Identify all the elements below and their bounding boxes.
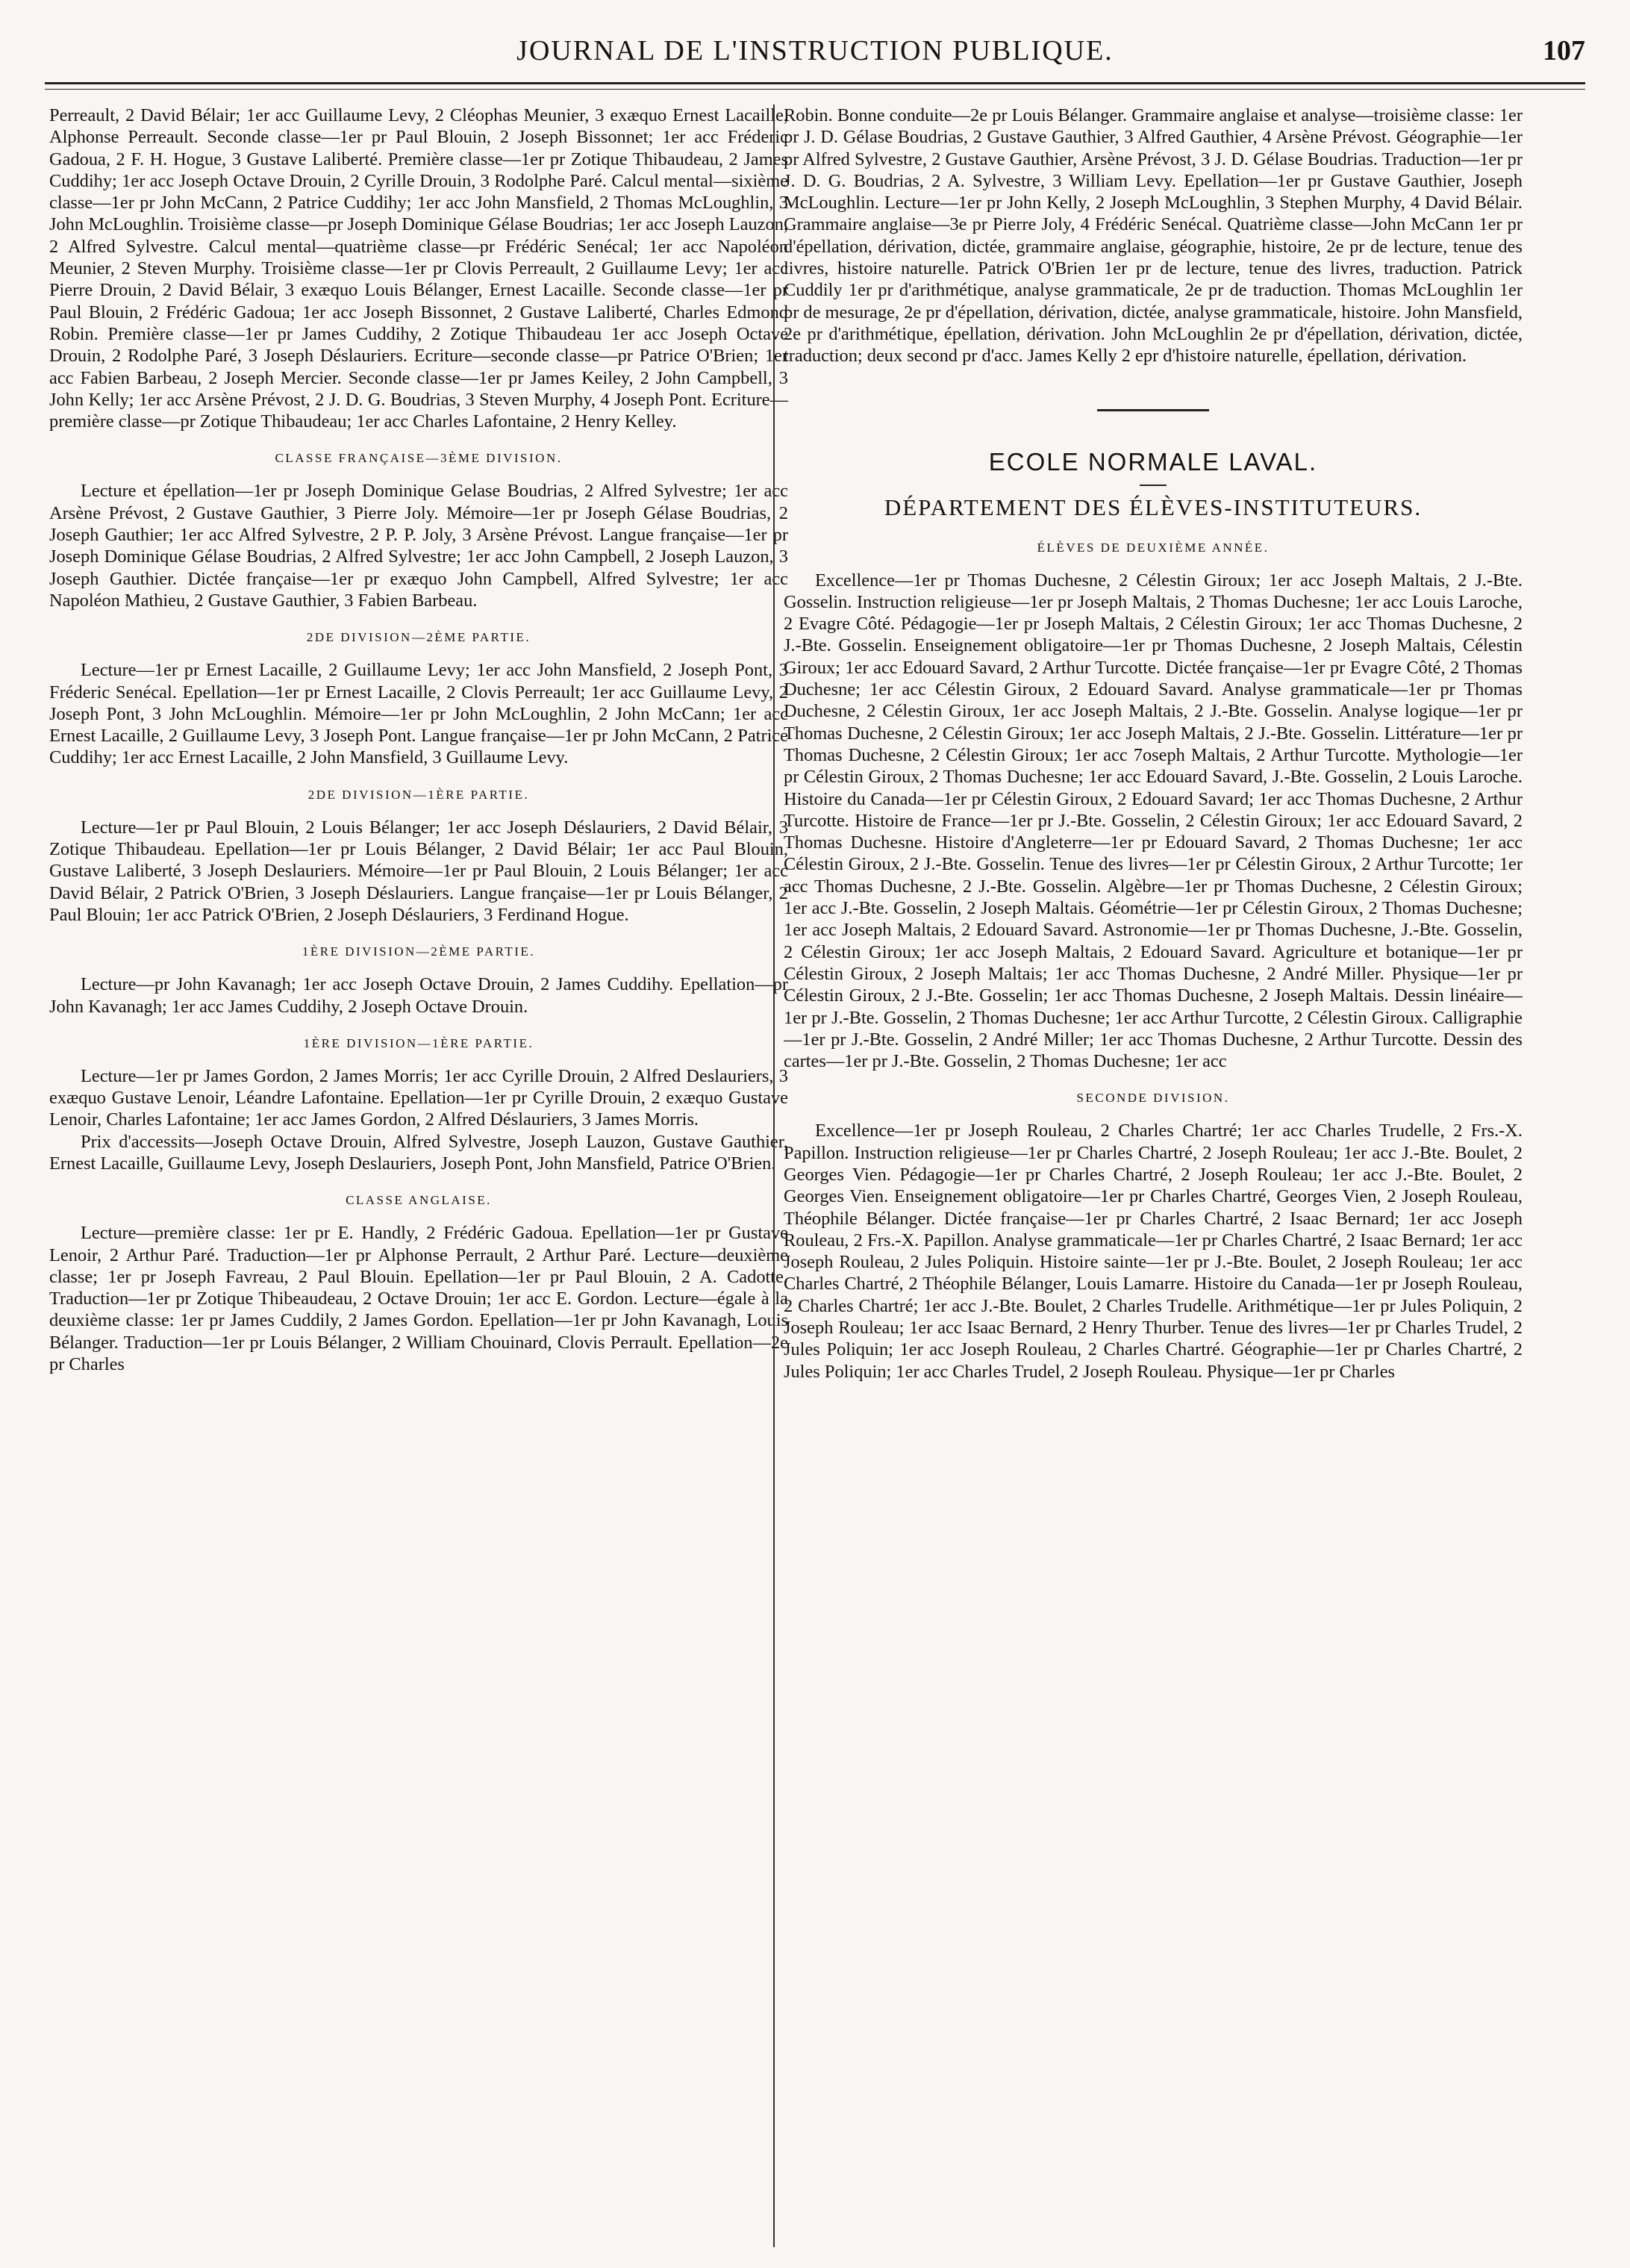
section-heading: 1ÈRE DIVISION—1ÈRE PARTIE. (303, 1035, 534, 1050)
paragraph: Lecture—1er pr Ernest Lacaille, 2 Guillaume Levy; 1er acc John Mansfield, 2 Joseph Pont, 3 Fréderic Senécal. Epellation—1er pr Ernest Lacaille, 2 Clovis Perreault; 1er acc Guillaume Levy, 2 Joseph Pont, 3 John McLoughlin. Mémoire—1er pr John McLoughlin, 2 John McCann; 1er acc Ernest Lacaille, 2 Guillaume Levy, 3 Joseph Pont. Langue française—1er pr John McCann, 2 Patrice Cuddihy; 1er acc Ernest Lacaille, 2 John Mansfield, 3 Guillaume Levy. (49, 660, 788, 768)
school-title: ECOLE NORMALE LAVAL. (988, 447, 1318, 476)
section-heading: CLASSE FRANÇAISE—3ÈME DIVISION. (275, 451, 563, 466)
section-heading: ÉLÈVES DE DEUXIÈME ANNÉE. (1037, 540, 1270, 555)
section-heading: 2DE DIVISION—1ÈRE PARTIE. (307, 787, 530, 802)
paragraph: Lecture et épellation—1er pr Joseph Dominique Gelase Boudrias, 2 Alfred Sylvestre; 1er acc Arsène Prévost, 2 Gustave Gauthier, 3 Pierre Joly. Mémoire—1er pr Joseph Gélase Boudrias, 2 Joseph Gauthier; 1er acc Alfred Sylvestre, 2 P. P. Joly, 3 Arsène Prévost. Langue française—1er pr Joseph Dominique Gélase Boudrias, 2 Alfred Sylvestre; 1er acc John Campbell, 2 Joseph Lauzon, 3 Joseph Gauthier. Dictée française—1er pr exæquo John Campbell, Alfred Sylvestre; 1er acc Napoléon Mathieu, 2 Gustave Gauthier, 3 Fabien Barbeau. (49, 481, 788, 611)
section-heading: SECONDE DIVISION. (1076, 1091, 1230, 1106)
section-heading: CLASSE ANGLAISE. (346, 1193, 492, 1208)
right-column (784, 105, 1523, 2247)
department-title: DÉPARTEMENT DES ÉLÈVES-INSTITUTEURS. (884, 493, 1423, 520)
section-heading: 2DE DIVISION—2ÈME PARTIE. (306, 630, 531, 645)
running-title: JOURNAL DE L'INSTRUCTION PUBLIQUE. (516, 35, 1114, 66)
paragraph-prize-list: Perreault, 2 David Bélair; 1er acc Guillaume Levy, 2 Cléophas Meunier, 3 exæquo Ernest Lacaille, Alphonse Perreault. Seconde classe—1er pr Paul Blouin, 2 Joseph Bissonnet; 1er acc Fréderic Gadoua, 2 F. H. Hogue, 3 Gustave Laliberté. Première classe—1er pr Zotique Thibaudeau, 2 James Cuddihy; 1er acc Joseph Octave Drouin, 2 Cyrille Drouin, 3 Rodolphe Paré. Calcul mental—sixième classe—1er pr John McCann, 2 Patrice Cuddihy; 1er acc John Mansfield, 2 Thomas McLoughlin, 3 John McLoughlin. Troisième classe—pr Joseph Dominique Gélase Boudrias; 1er acc Joseph Lauzon, 2 Alfred Sylvestre. Calcul mental—quatrième classe—pr Frédéric Senécal; 1er acc Napoléon Meunier, 2 Steven Murphy. Troisième classe—1er pr Clovis Perreault, 2 Guillaume Levy; 1er acc Pierre Drouin, 2 David Bélair, 3 exæquo Louis Bélanger, Ernest Lacaille. Seconde classe—1er pr Paul Blouin, 2 Frédéric Gadoua; 1er acc Joseph Bissonnet, 2 Gustave Laliberté, Charles Edmond Robin. Première classe—1er pr James Cuddihy, 2 Zotique Thibaudeau 1er acc Joseph Octave Drouin, 2 Rodolphe Paré, 3 Joseph Déslauriers. Ecriture—seconde classe—pr Patrice O'Brien; 1er acc Fabien Barbeau, 2 Joseph Mercier. Seconde classe—1er pr James Keiley, 2 John Campbell, 3 John Kelly; 1er acc Arsène Prévost, 2 J. D. G. Boudrias, 3 Steven Murphy, 4 Joseph Pont. Ecriture—première classe—pr Zotique Thibaudeau; 1er acc Charles Lafontaine, 2 Henry Kelley. (49, 105, 788, 432)
paragraph: Lecture—1er pr James Gordon, 2 James Morris; 1er acc Cyrille Drouin, 2 Alfred Deslauriers, 3 exæquo Gustave Lenoir, Léandre Lafontaine. Epellation—1er pr Cyrille Drouin, 2 exæquo Gustave Lenoir, Charles Lafontaine; 1er acc James Gordon, 2 Alfred Déslauriers, 3 James Morris. (49, 1065, 788, 1130)
title-rule (1140, 485, 1167, 486)
left-column (49, 105, 788, 2247)
page-number: 107 (1543, 35, 1585, 66)
paragraph-accessits: Prix d'accessits—Joseph Octave Drouin, Alfred Sylvestre, Joseph Lauzon, Gustave Gauthier, Ernest Lacaille, Guillaume Levy, Joseph Deslauriers, Joseph Pont, John Mansfield, Patrice O'Brien. (49, 1131, 788, 1174)
section-heading: 1ÈRE DIVISION—2ÈME PARTIE. (302, 944, 536, 959)
paragraph: Excellence—1er pr Thomas Duchesne, 2 Célestin Giroux; 1er acc Joseph Maltais, 2 J.-Bte. Gosselin. Instruction religieuse—1er pr Joseph Maltais, 2 Thomas Duchesne; 1er acc Louis Laroche, 2 Evagre Côté. Pédagogie—1er pr Joseph Maltais, 2 Célestin Giroux; 1er acc Thomas Duchesne, 2 J.-Bte. Gosselin. Enseignement obligatoire—1er pr Thomas Duchesne, 2 Joseph Maltais, Célestin Giroux; 1er acc Edouard Savard, 2 Arthur Turcotte. Dictée française—1er pr Evagre Côté, 2 Thomas Duchesne; 1er acc Célestin Giroux, 2 Edouard Savard. Analyse grammaticale—1er pr Thomas Duchesne, 2 Célestin Giroux, 1er acc Joseph Maltais, 2 J.-Bte. Gosselin. Analyse logique—1er pr Thomas Duchesne, 2 Célestin Giroux; 1er acc Joseph Maltais, 2 J.-Bte. Gosselin. Littérature—1er pr Thomas Duchesne, 2 Célestin Giroux; 1er acc 7oseph Maltais, 2 Arthur Turcotte. Mythologie—1er pr Célestin Giroux, 2 Thomas Duchesne; 1er acc Edouard Savard, J.-Bte. Gosselin, 2 Louis Laroche. Histoire du Canada—1er pr Célestin Giroux, 2 Edouard Savard; 1er acc Thomas Duchesne, 2 Arthur Turcotte. Histoire de France—1er pr J.-Bte. Gosselin, 2 Célestin Giroux; 1er acc Edouard Savard, 2 Thomas Duchesne. Histoire d'Angleterre—1er pr Edouard Savard, 2 Thomas Duchesne; 1er acc Célestin Giroux, 2 J.-Bte. Gosselin. Tenue des livres—1er pr Célestin Giroux, 2 Arthur Turcotte; 1er acc Thomas Duchesne, 2 J.-Bte. Gosselin. Algèbre—1er pr Thomas Duchesne, 2 Célestin Giroux; 1er acc J.-Bte. Gosselin, 2 Joseph Maltais. Géométrie—1er pr Célestin Giroux, 2 Thomas Duchesne; 1er acc Joseph Maltais, 2 Edouard Savard. Astronomie—1er pr Thomas Duchesne, J.-Bte. Gosselin, 2 Célestin Giroux; 1er acc Joseph Maltais, 2 Edouard Savard. Agriculture et botanique—1er pr Célestin Giroux, 2 Joseph Maltais; 1er acc Thomas Duchesne, 2 André Miller. Physique—1er pr Célestin Giroux, 2 J.-Bte. Gosselin; 1er acc Thomas Duchesne, 2 Joseph Maltais. Dessin linéaire—1er pr J.-Bte. Gosselin, 2 Thomas Duchesne; 1er acc Arthur Turcotte, 2 Célestin Giroux. Calligraphie—1er pr J.-Bte. Gosselin, 2 André Miller; 1er acc Thomas Duchesne, 2 Arthur Turcotte. Dessin des cartes—1er pr J.-Bte. Gosselin, 2 Thomas Duchesne; 1er acc (784, 570, 1523, 1072)
section-separator-rule (1097, 409, 1209, 411)
paragraph-continued: Robin. Bonne conduite—2e pr Louis Bélanger. Grammaire anglaise et analyse—troisième classe: 1er pr J. D. Gélase Boudrias, 2 Gustave Gauthier, 3 Alfred Gauthier, 4 Arsène Prévost. Géographie—1er pr Alfred Sylvestre, 2 Gustave Gauthier, Arsène Prévost, 3 J. D. Gélase Boudrias. Traduction—1er pr J. D. G. Boudrias, 2 A. Sylvestre, 3 William Levy. Epellation—1er pr Gustave Gauthier, Joseph McLoughlin. Lecture—1er pr John Kelly, 2 Joseph McLoughlin, 3 Stephen Murphy, 4 David Bélair. Grammaire anglaise—3e pr Pierre Joly, 4 Frédéric Senécal. Quatrième classe—John McCann 1er pr d'épellation, dérivation, dictée, grammaire anglaise, géographie, histoire, 2e pr de lecture, tenue des livres, histoire naturelle. Patrick O'Brien 1er pr de lecture, tenue des livres, traduction. Patrick Cuddily 1er pr d'arithmétique, analyse grammaticale, 2e pr de traduction. Thomas McLoughlin 1er pr de mesurage, 2e pr d'épellation, dérivation, dictée, analyse grammaticale, histoire. John Mansfield, 2e pr d'arithmétique, épellation, dérivation. John McLoughlin 2e pr d'épellation, dérivation, dictée, traduction; deux second pr d'acc. James Kelly 2 epr d'histoire naturelle, épellation, dérivation. (784, 105, 1523, 367)
running-head (45, 28, 1585, 73)
header-rule (45, 82, 1585, 84)
paragraph: Lecture—première classe: 1er pr E. Handly, 2 Frédéric Gadoua. Epellation—1er pr Gustave Lenoir, 2 Arthur Paré. Traduction—1er pr Alphonse Perrault, 2 Arthur Paré. Lecture—deuxième classe; 1er pr Joseph Favreau, 2 Paul Blouin. Epellation—1er pr Paul Blouin, 2 A. Cadotte. Traduction—1er pr Zotique Thibeaudeau, 2 Octave Drouin; 1er acc E. Gordon. Lecture—égale à la deuxième classe: 1er pr James Cuddily, 2 James Gordon. Epellation—1er pr John Kavanagh, Louis Bélanger. Traduction—1er pr Louis Bélanger, 2 William Chouinard, Clovis Perrault. Epellation—2e pr Charles (49, 1223, 788, 1375)
header-rule-thin (45, 89, 1585, 90)
paragraph: Excellence—1er pr Joseph Rouleau, 2 Charles Chartré; 1er acc Charles Trudelle, 2 Frs.-X. Papillon. Instruction religieuse—1er pr Charles Chartré, 2 Joseph Rouleau; 1er acc J.-Bte. Boulet, 2 Georges Vien. Pédagogie—1er pr Charles Chartré, 2 Joseph Rouleau; 1er acc J.-Bte. Boulet, 2 Georges Vien. Enseignement obligatoire—1er pr Charles Chartré, Georges Vien, 2 Joseph Rouleau, Théophile Bélanger. Dictée française—1er pr Charles Chartré, 2 Isaac Bernard; 1er acc Joseph Rouleau, 2 Frs.-X. Papillon. Analyse grammaticale—1er pr Charles Chartré, 2 Isaac Bernard; 1er acc Joseph Rouleau, 2 Jules Poliquin. Histoire sainte—1er pr J.-Bte. Boulet, 2 Joseph Rouleau; 1er acc Charles Chartré, 2 Théophile Bélanger, Louis Lamarre. Histoire du Canada—1er pr Joseph Rouleau, 2 Charles Chartré; 1er acc J.-Bte. Boulet, 2 Charles Trudelle. Arithmétique—1er pr Jules Poliquin, 2 Joseph Rouleau; 1er acc Isaac Bernard, 2 Henry Thurber. Tenue des livres—1er pr Charles Trudel, 2 Jules Poliquin; 1er acc Joseph Rouleau, 2 Charles Chartré. Géographie—1er pr Charles Chartré, 2 Jules Poliquin; 1er acc Charles Trudel, 2 Joseph Rouleau. Physique—1er pr Charles (784, 1121, 1523, 1382)
paragraph: Lecture—1er pr Paul Blouin, 2 Louis Bélanger; 1er acc Joseph Déslauriers, 2 David Bélair, 3 Zotique Thibaudeau. Epellation—1er pr Louis Bélanger, 2 David Bélair; 1er acc Paul Blouin, Gustave Laliberté, 3 Joseph Deslauriers. Mémoire—1er pr Paul Blouin, 2 Louis Bélanger; 1er acc David Bélair, 2 Patrick O'Brien, 3 Joseph Déslauriers. Langue française—1er pr Louis Bélanger, 2 Paul Blouin; 1er acc Patrick O'Brien, 2 Joseph Déslauriers, 3 Ferdinand Hogue. (49, 817, 788, 925)
column-divider (773, 105, 775, 2247)
paragraph: Lecture—pr John Kavanagh; 1er acc Joseph Octave Drouin, 2 James Cuddihy. Epellation—pr John Kavanagh; 1er acc James Cuddihy, 2 Joseph Octave Drouin. (49, 974, 788, 1017)
